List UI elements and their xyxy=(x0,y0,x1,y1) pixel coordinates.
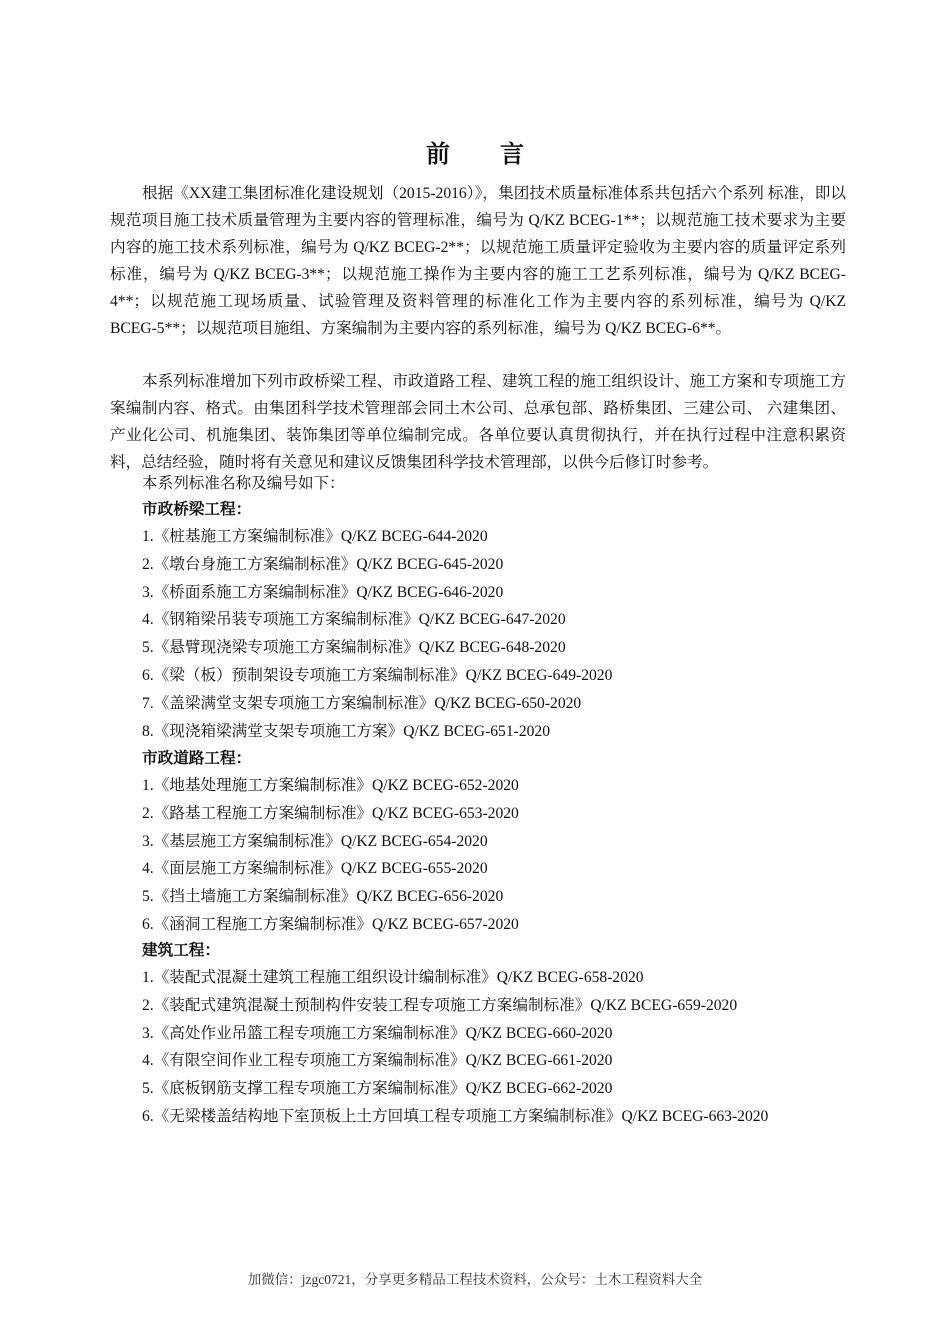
section-building xyxy=(142,937,862,1131)
list-item: 6.《涵洞工程施工方案编制标准》Q/KZ BCEG-657-2020 xyxy=(142,915,519,933)
list-item: 8.《现浇箱梁满堂支架专项施工方案》Q/KZ BCEG-651-2020 xyxy=(142,722,551,740)
list-item: 5.《挡土墙施工方案编制标准》Q/KZ BCEG-656-2020 xyxy=(142,888,504,906)
section-bridge xyxy=(142,496,862,745)
list-item: 6.《梁（板）预制架设专项施工方案编制标准》Q/KZ BCEG-649-2020 xyxy=(142,666,613,684)
list-item: 2.《路基工程施工方案编制标准》Q/KZ BCEG-653-2020 xyxy=(142,804,519,822)
list-item: 4.《有限空间作业工程专项施工方案编制标准》Q/KZ BCEG-661-2020 xyxy=(142,1052,613,1070)
section-heading: 市政桥梁工程： xyxy=(142,501,252,518)
intro-paragraph: 根据《XX建工集团标准化建设规划（2015-2016）》，集团技术质量标准体系共包括六个系列 标准，即以规范项目施工技术质量管理为主要内容的管理标准，编号为 Q/KZ BCEG-1**；以规范施工技术要求为主要内容的施工技术系列标准，编号为 Q/KZ BCEG-2**；以规范施工质量评定验收为主要内容的质量评定系列标准，编号为 Q/KZ BCEG-3**；以规范施工操作为主要内容的施工工艺系列标准，编号为 Q/KZ BCEG-4**；以规范施工现场质量、试验管理及资料管理的标准化工作为主要内容的系列标准，编号为 Q/KZ BCEG-5**；以规范项目施组、方案编制为主要内容的系列标准，编号为 Q/KZ BCEG-6**。 xyxy=(110,185,846,337)
list-intro: 本系列标准名称及编号如下： xyxy=(142,475,345,492)
section-heading: 市政道路工程： xyxy=(142,750,252,767)
list-item: 3.《桥面系施工方案编制标准》Q/KZ BCEG-646-2020 xyxy=(142,583,504,601)
page-title: 前 言 xyxy=(426,142,546,168)
list-item: 3.《高处作业吊篮工程专项施工方案编制标准》Q/KZ BCEG-660-2020 xyxy=(142,1024,613,1042)
list-item: 1.《地基处理施工方案编制标准》Q/KZ BCEG-652-2020 xyxy=(142,777,519,794)
scope-paragraph: 本系列标准增加下列市政桥梁工程、市政道路工程、建筑工程的施工组织设计、施工方案和专项施工方案编制内容、格式。由集团科学技术管理部会同土木公司、总承包部、路桥集团、三建公司、 六建集团、产业化公司、机施集团、装饰集团等单位编制完成。各单位要认真贯彻执行，并在执行过程中注意积累资料，总结经验，随时将有关意见和建议反馈集团科学技术管理部，以供今后修订时参考。 xyxy=(110,373,846,471)
list-item: 4.《钢箱梁吊装专项施工方案编制标准》Q/KZ BCEG-647-2020 xyxy=(142,611,566,629)
list-item: 6.《无梁楼盖结构地下室顶板上土方回填工程专项施工方案编制标准》Q/KZ BCEG-663-2020 xyxy=(142,1107,769,1125)
list-item: 2.《装配式建筑混凝土预制构件安装工程专项施工方案编制标准》Q/KZ BCEG-659-2020 xyxy=(142,996,738,1014)
list-item: 1.《装配式混凝土建筑工程施工组织设计编制标准》Q/KZ BCEG-658-2020 xyxy=(142,969,644,986)
list-item: 5.《悬臂现浇梁专项施工方案编制标准》Q/KZ BCEG-648-2020 xyxy=(142,639,566,657)
list-item: 2.《墩台身施工方案编制标准》Q/KZ BCEG-645-2020 xyxy=(142,555,504,573)
list-item: 7.《盖梁满堂支架专项施工方案编制标准》Q/KZ BCEG-650-2020 xyxy=(142,694,582,712)
list-item: 3.《基层施工方案编制标准》Q/KZ BCEG-654-2020 xyxy=(142,832,488,850)
page-footer: 加微信：jzgc0721，分享更多精品工程技术资料，公众号：土木工程资料大全 xyxy=(247,1272,703,1287)
list-item: 5.《底板钢筋支撑工程专项施工方案编制标准》Q/KZ BCEG-662-2020 xyxy=(142,1080,613,1098)
list-item: 1.《桩基施工方案编制标准》Q/KZ BCEG-644-2020 xyxy=(142,528,488,545)
list-item: 4.《面层施工方案编制标准》Q/KZ BCEG-655-2020 xyxy=(142,860,488,878)
section-road xyxy=(142,745,862,939)
section-heading: 建筑工程： xyxy=(142,942,220,959)
